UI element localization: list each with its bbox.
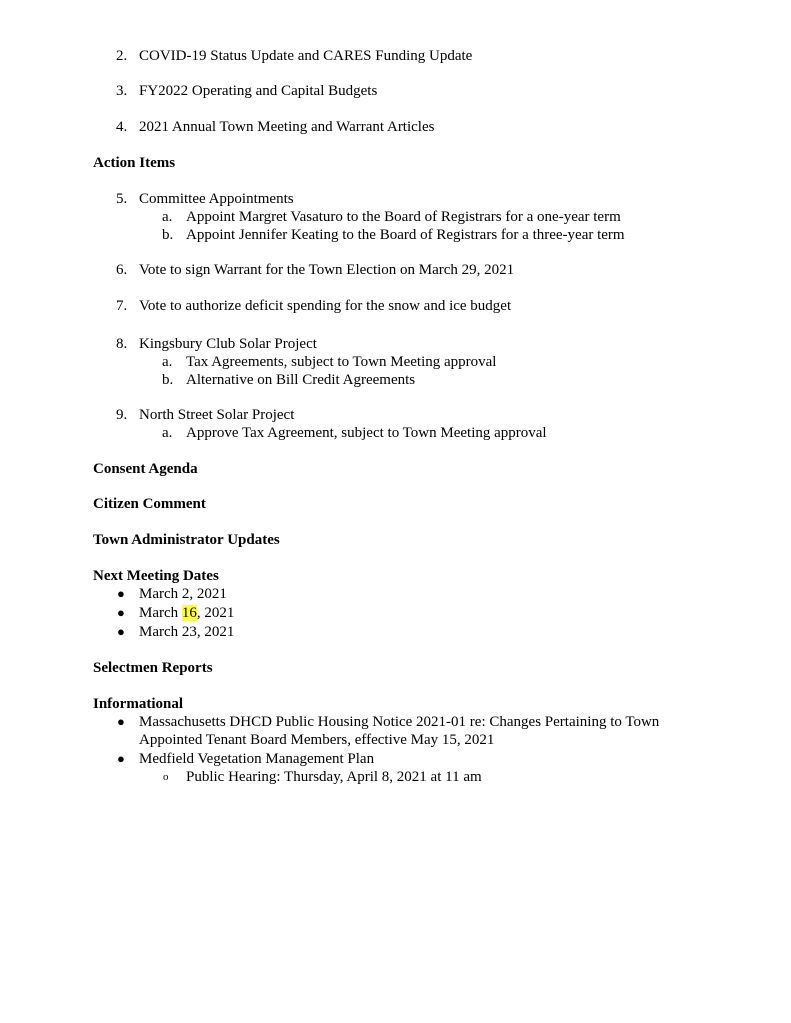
item-8a-text: Tax Agreements, subject to Town Meeting approval [186,354,497,370]
next-meeting-heading: Next Meeting Dates [93,568,219,584]
item-8-text: Kingsbury Club Solar Project [139,336,317,352]
item-2-number: 2. [116,48,128,64]
circle-bullet-icon: o [163,771,169,783]
item-7-number: 7. [116,298,128,314]
item-5b-letter: b. [162,227,174,243]
item-5a-letter: a. [162,209,173,225]
bullet-icon: ● [117,714,125,729]
item-3-number: 3. [116,83,128,99]
item-5a-text: Appoint Margret Vasaturo to the Board of Registrars for a one-year term [186,209,621,225]
item-5-text: Committee Appointments [139,191,294,207]
informational-item-1-line-2: Appointed Tenant Board Members, effective May 15, 2021 [139,732,495,748]
item-2-text: COVID-19 Status Update and CARES Funding Update [139,48,473,64]
item-4-text: 2021 Annual Town Meeting and Warrant Articles [139,119,435,135]
item-6-number: 6. [116,262,128,278]
bullet-icon: ● [117,751,125,766]
item-9-text: North Street Solar Project [139,407,295,423]
item-6-text: Vote to sign Warrant for the Town Election on March 29, 2021 [139,262,515,278]
item-8a-letter: a. [162,354,173,370]
meeting-date-2-highlight: 16 [181,605,197,621]
consent-agenda-heading: Consent Agenda [93,461,198,477]
item-5-number: 5. [116,191,128,207]
bullet-icon: ● [117,586,125,601]
item-5b-text: Appoint Jennifer Keating to the Board of Registrars for a three-year term [186,227,625,243]
informational-heading: Informational [93,696,183,712]
bullet-icon: ● [117,624,125,639]
meeting-date-1: March 2, 2021 [139,586,227,602]
meeting-date-2-year: , 2021 [196,605,235,621]
informational-item-1-line-1: Massachusetts DHCD Public Housing Notice 2021-01 re: Changes Pertaining to Town [139,714,660,730]
meeting-date-3: March 23, 2021 [139,624,235,640]
item-3-text: FY2022 Operating and Capital Budgets [139,83,378,99]
item-9a-letter: a. [162,425,173,441]
informational-item-2: Medfield Vegetation Management Plan [139,751,375,767]
meeting-date-2 [139,604,234,622]
item-9a-text: Approve Tax Agreement, subject to Town Meeting approval [186,425,547,441]
informational-item-2-sub: Public Hearing: Thursday, April 8, 2021 at 11 am [186,769,482,785]
item-8b-letter: b. [162,372,174,388]
selectmen-reports-heading: Selectmen Reports [93,660,213,676]
meeting-date-2-month: March [139,605,182,621]
item-8b-text: Alternative on Bill Credit Agreements [186,372,416,388]
citizen-comment-heading: Citizen Comment [93,496,206,512]
bullet-icon: ● [117,605,125,620]
town-admin-updates-heading: Town Administrator Updates [93,532,280,548]
item-9-number: 9. [116,407,128,423]
item-8-number: 8. [116,336,128,352]
item-7-text: Vote to authorize deficit spending for the snow and ice budget [139,298,512,314]
item-4-number: 4. [116,119,128,135]
action-items-heading: Action Items [93,155,176,171]
